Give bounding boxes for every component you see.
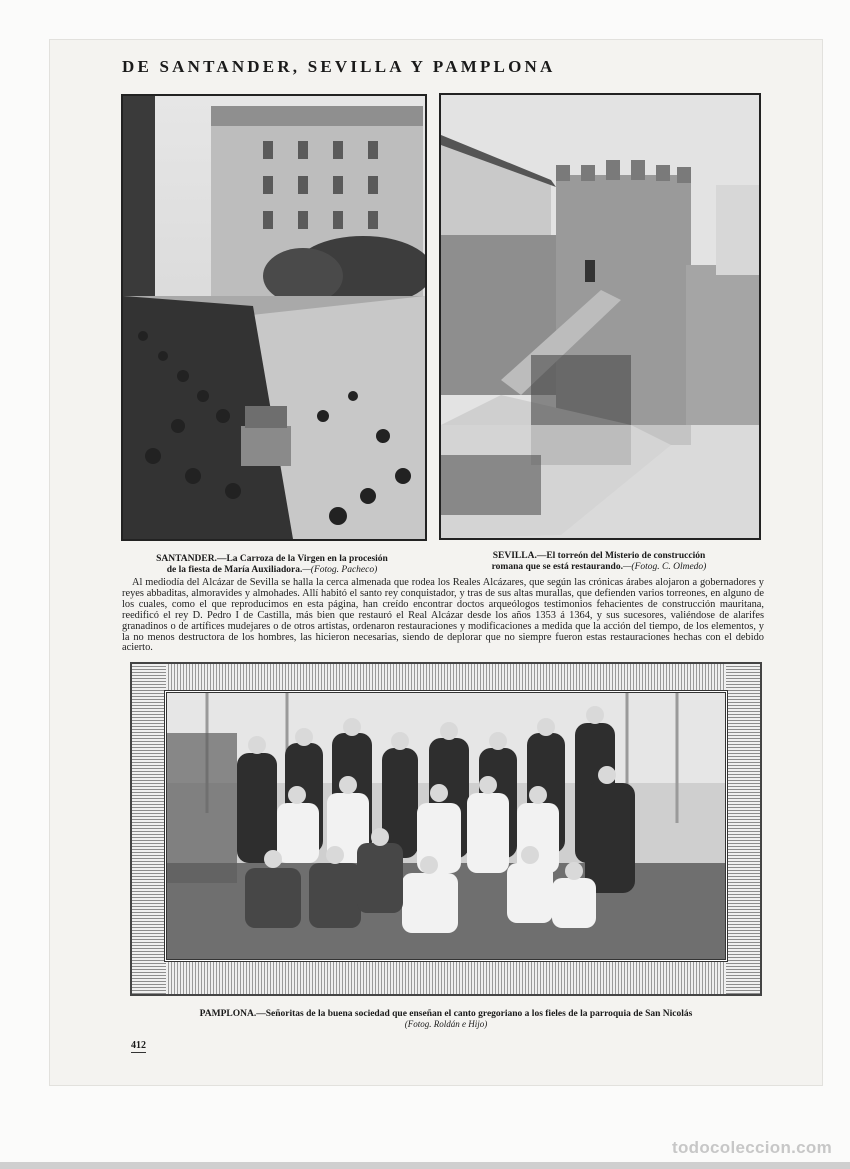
frame-left-border	[132, 664, 166, 994]
santander-caption	[122, 554, 422, 576]
pamplona-caption-text: —Señoritas de la buena sociedad que enseñan el canto gregoriano a los fieles de la parroquia de San Nicolás	[256, 1009, 693, 1019]
santander-photo	[121, 94, 427, 541]
sevilla-photo	[439, 93, 761, 540]
pamplona-photo	[164, 690, 728, 962]
page-title: DE SANTANDER, SEVILLA Y PAMPLONA	[122, 57, 556, 76]
sevilla-credit: —(Fotog. C. Olmedo)	[622, 562, 707, 572]
bottom-border	[0, 1162, 850, 1169]
page-number: 412	[131, 1040, 146, 1051]
pamplona-frame	[130, 662, 762, 996]
frame-right-border	[726, 664, 760, 994]
sevilla-caption-lead: SEVILLA.	[492, 551, 537, 561]
article-body: Al mediodía del Alcázar de Sevilla se halla la cerca almenada que rodea los Reales Alcázares, que según las crónicas árabes alojaron a gobernadores y reyes abbaditas, almoravides y almohades. Allí habitó el santo rey conquistador, y tras de sus altas murallas, que defienden varios torreones, en alguno de los cuales, como el que reproducimos en esta página, han creído encontrar doctos arqueólogos testimonios fehacientes de construcción mauritana, reedificó el rey D. Pedro I de Castilla, más bien que restauró el Real Alcázar desde los años 1353 á 1364, y sus sucesores, valiéndose de alarifes granadinos o de artífices mudejares o de otros artistas, ordenaron restauraciones y modificaciones a medida que la acción del tiempo, de los elementos, y la no menos destructora de los hombres, las hicieron necesarias, siendo de deplorar que no siempre fueron estas restauraciones hechas con el debido acierto.	[122, 577, 764, 654]
pamplona-caption-lead: PAMPLONA.	[199, 1009, 257, 1019]
santander-caption-line1: —La Carroza de la Virgen en la procesión	[216, 554, 388, 564]
pamplona-credit: (Fotog. Roldán e Hijo)	[404, 1019, 488, 1029]
sevilla-caption-line2: romana que se está restaurando.	[491, 562, 623, 572]
sevilla-caption-line1: —El torreón del Misterio de construcción	[536, 551, 706, 561]
santander-credit: —(Fotog. Pacheco)	[302, 565, 378, 575]
watermark-logo: todocoleccion.com	[672, 1138, 833, 1157]
sevilla-caption	[438, 551, 760, 573]
santander-caption-line2: de la fiesta de María Auxiliadora.	[166, 565, 303, 575]
santander-caption-lead: SANTANDER.	[156, 554, 217, 564]
